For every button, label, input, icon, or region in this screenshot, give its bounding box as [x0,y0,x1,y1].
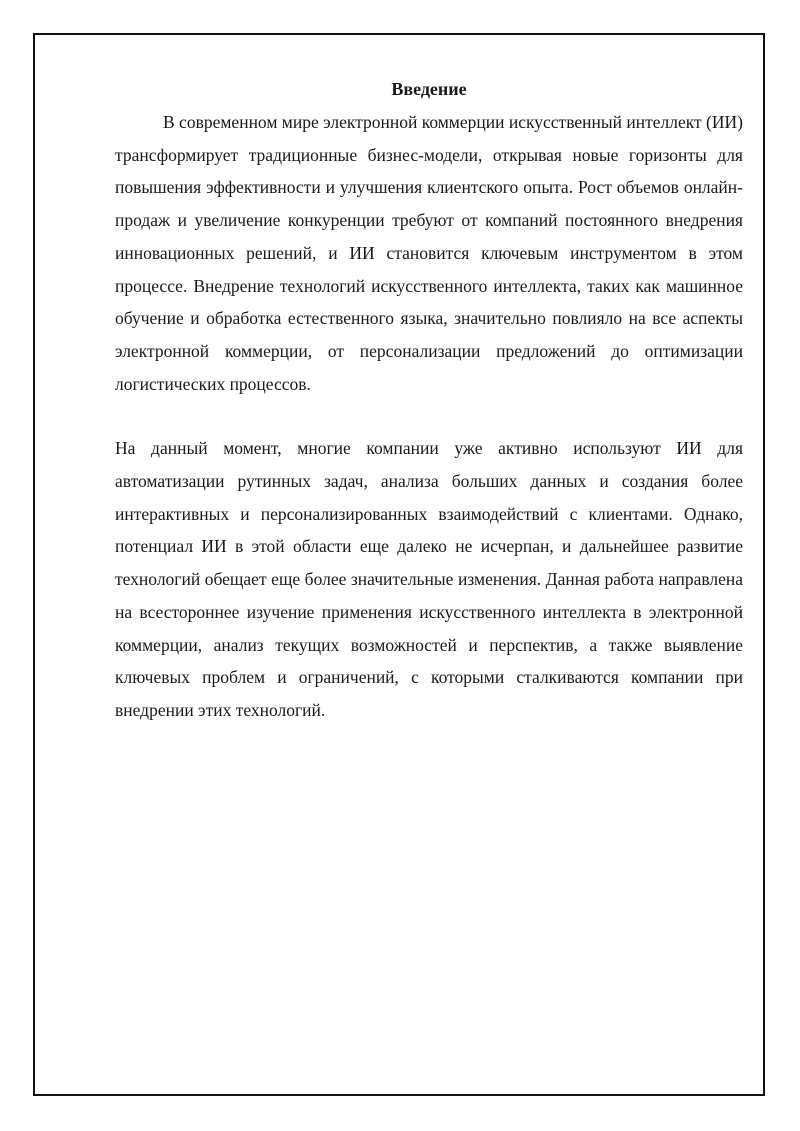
paragraph-second: На данный момент, многие компании уже активно используют ИИ для автоматизации рутинных задач, анализа больших данных и создания более интерактивных и персонализированных взаимодействий с клиентами. Однако, потенциал ИИ в этой области еще далеко не исчерпан, и дальнейшее развитие технологий обещает еще более значительные изменения. Данная работа направлена на всестороннее изучение применения искусственного интеллекта в электронной коммерции, анализ текущих возможностей и перспектив, а также выявление ключевых проблем и ограничений, с которыми сталкиваются компании при внедрении этих технологий. [115,438,743,720]
paragraph-intro: В современном мире электронной коммерции искусственный интеллект (ИИ) трансформирует традиционные бизнес-модели, открывая новые горизонты для повышения эффективности и улучшения клиентского опыта. Рост объемов онлайн-продаж и увеличение конкуренции требуют от компаний постоянного внедрения инновационных решений, и ИИ становится ключевым инструментом в этом процессе. Внедрение технологий искусственного интеллекта, таких как машинное обучение и обработка естественного языка, значительно повлияло на все аспекты электронной коммерции, от персонализации предложений до оптимизации логистических процессов. [115,112,743,394]
paragraph-spacer [115,400,743,432]
document-body [115,76,743,727]
document-title: Введение [391,79,467,99]
